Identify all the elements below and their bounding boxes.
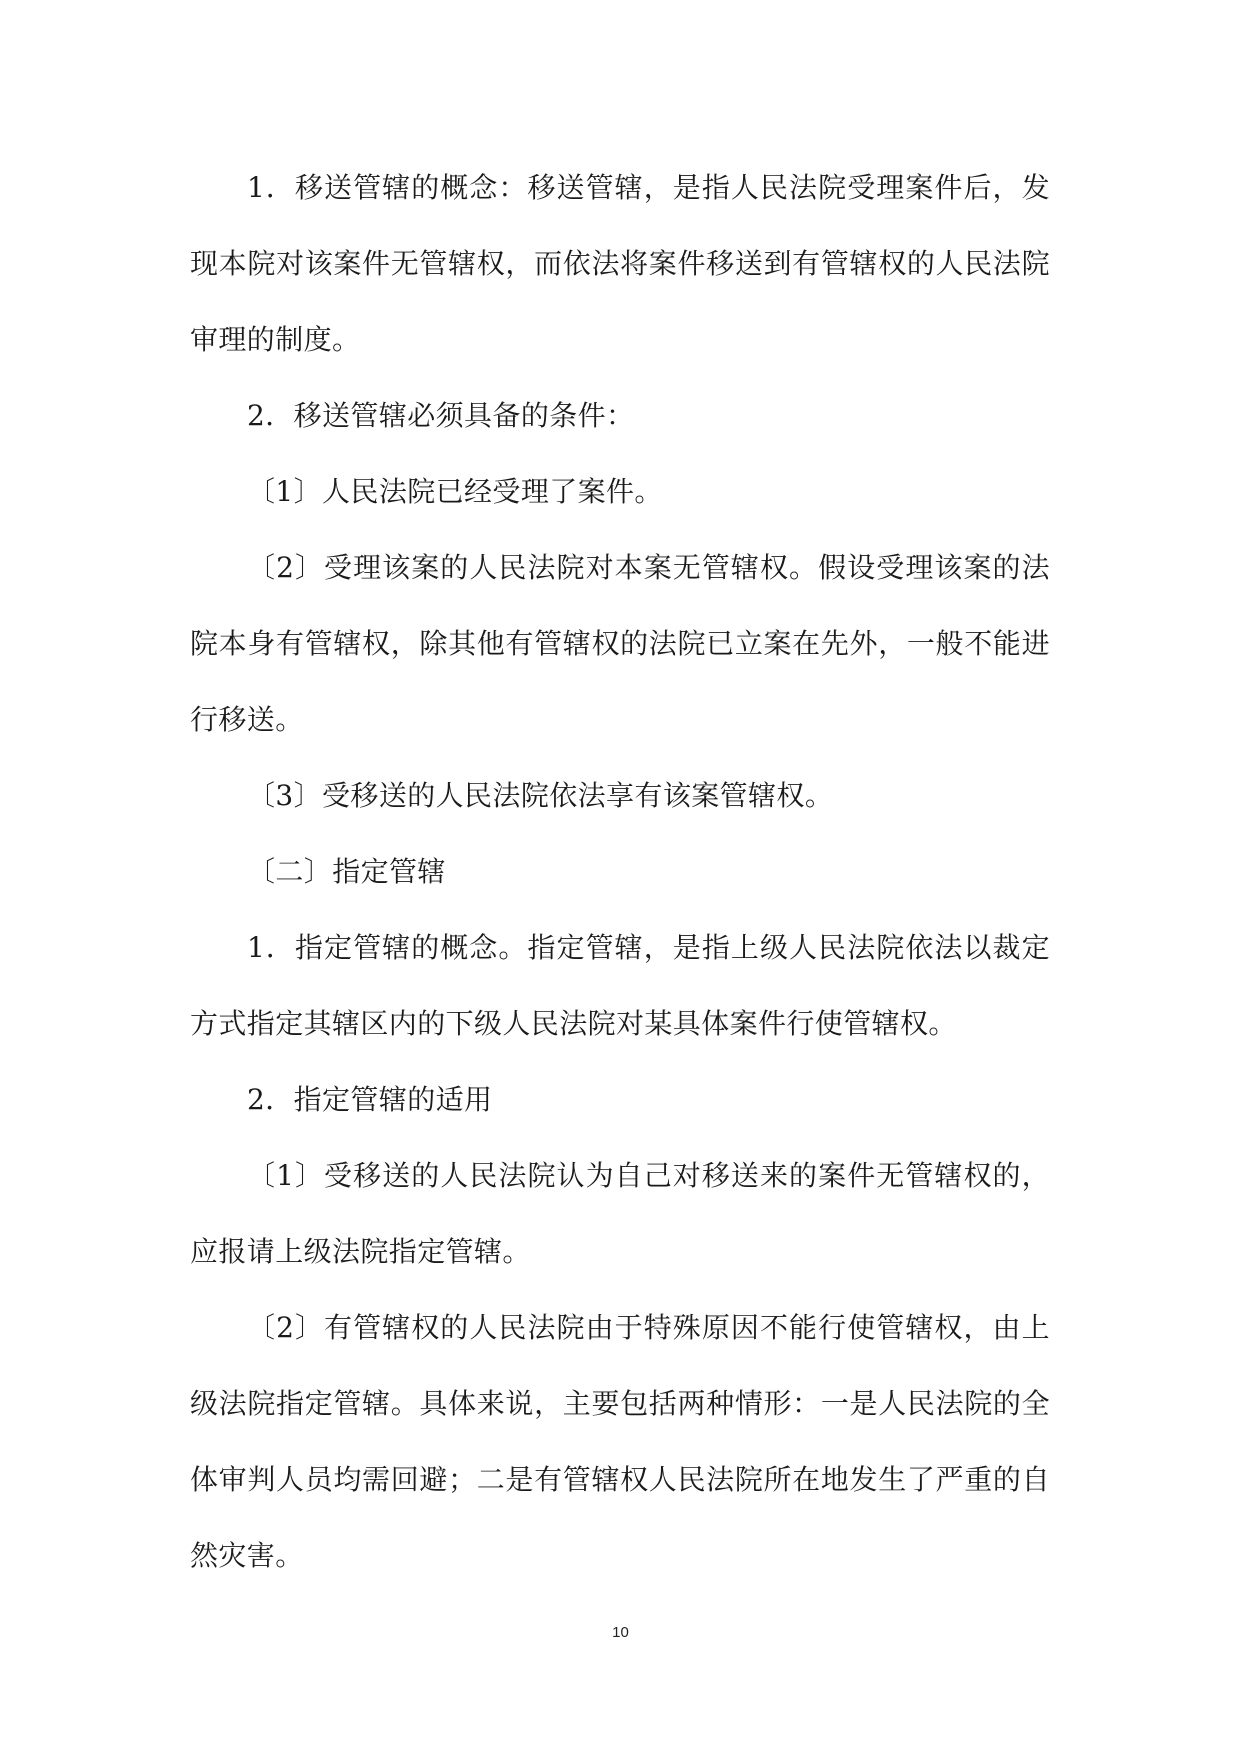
paragraph-condition-2: 〔2〕受理该案的人民法院对本案无管辖权。假设受理该案的法院本身有管辖权，除其他有管辖权的法院已立案在先外，一般不能进行移送。 <box>190 551 1050 736</box>
document-body <box>190 150 1050 1594</box>
paragraph-application-2: 〔2〕有管辖权的人民法院由于特殊原因不能行使管辖权，由上级法院指定管辖。具体来说，主要包括两种情形：一是人民法院的全体审判人员均需回避；二是有管辖权人民法院所在地发生了严重的自然灾害。 <box>190 1311 1050 1572</box>
paragraph-transfer-conditions-heading: 2．移送管辖必须具备的条件： <box>247 399 635 432</box>
paragraph-application-1: 〔1〕受移送的人民法院认为自己对移送来的案件无管辖权的，应报请上级法院指定管辖。 <box>190 1159 1050 1268</box>
paragraph-designated-jurisdiction-concept: 1．指定管辖的概念。指定管辖，是指上级人民法院依法以裁定方式指定其辖区内的下级人民法院对某具体案件行使管辖权。 <box>190 931 1050 1040</box>
paragraph-condition-1: 〔1〕人民法院已经受理了案件。 <box>247 475 663 508</box>
paragraph-condition-3: 〔3〕受移送的人民法院依法享有该案管辖权。 <box>247 779 834 812</box>
section-heading-designated-jurisdiction: 〔二〕指定管辖 <box>247 855 446 888</box>
paragraph-designated-application-heading: 2．指定管辖的适用 <box>247 1083 493 1116</box>
page-number: 10 <box>612 1624 629 1641</box>
paragraph-transfer-jurisdiction-concept: 1．移送管辖的概念：移送管辖，是指人民法院受理案件后，发现本院对该案件无管辖权，而依法将案件移送到有管辖权的人民法院审理的制度。 <box>190 171 1050 356</box>
